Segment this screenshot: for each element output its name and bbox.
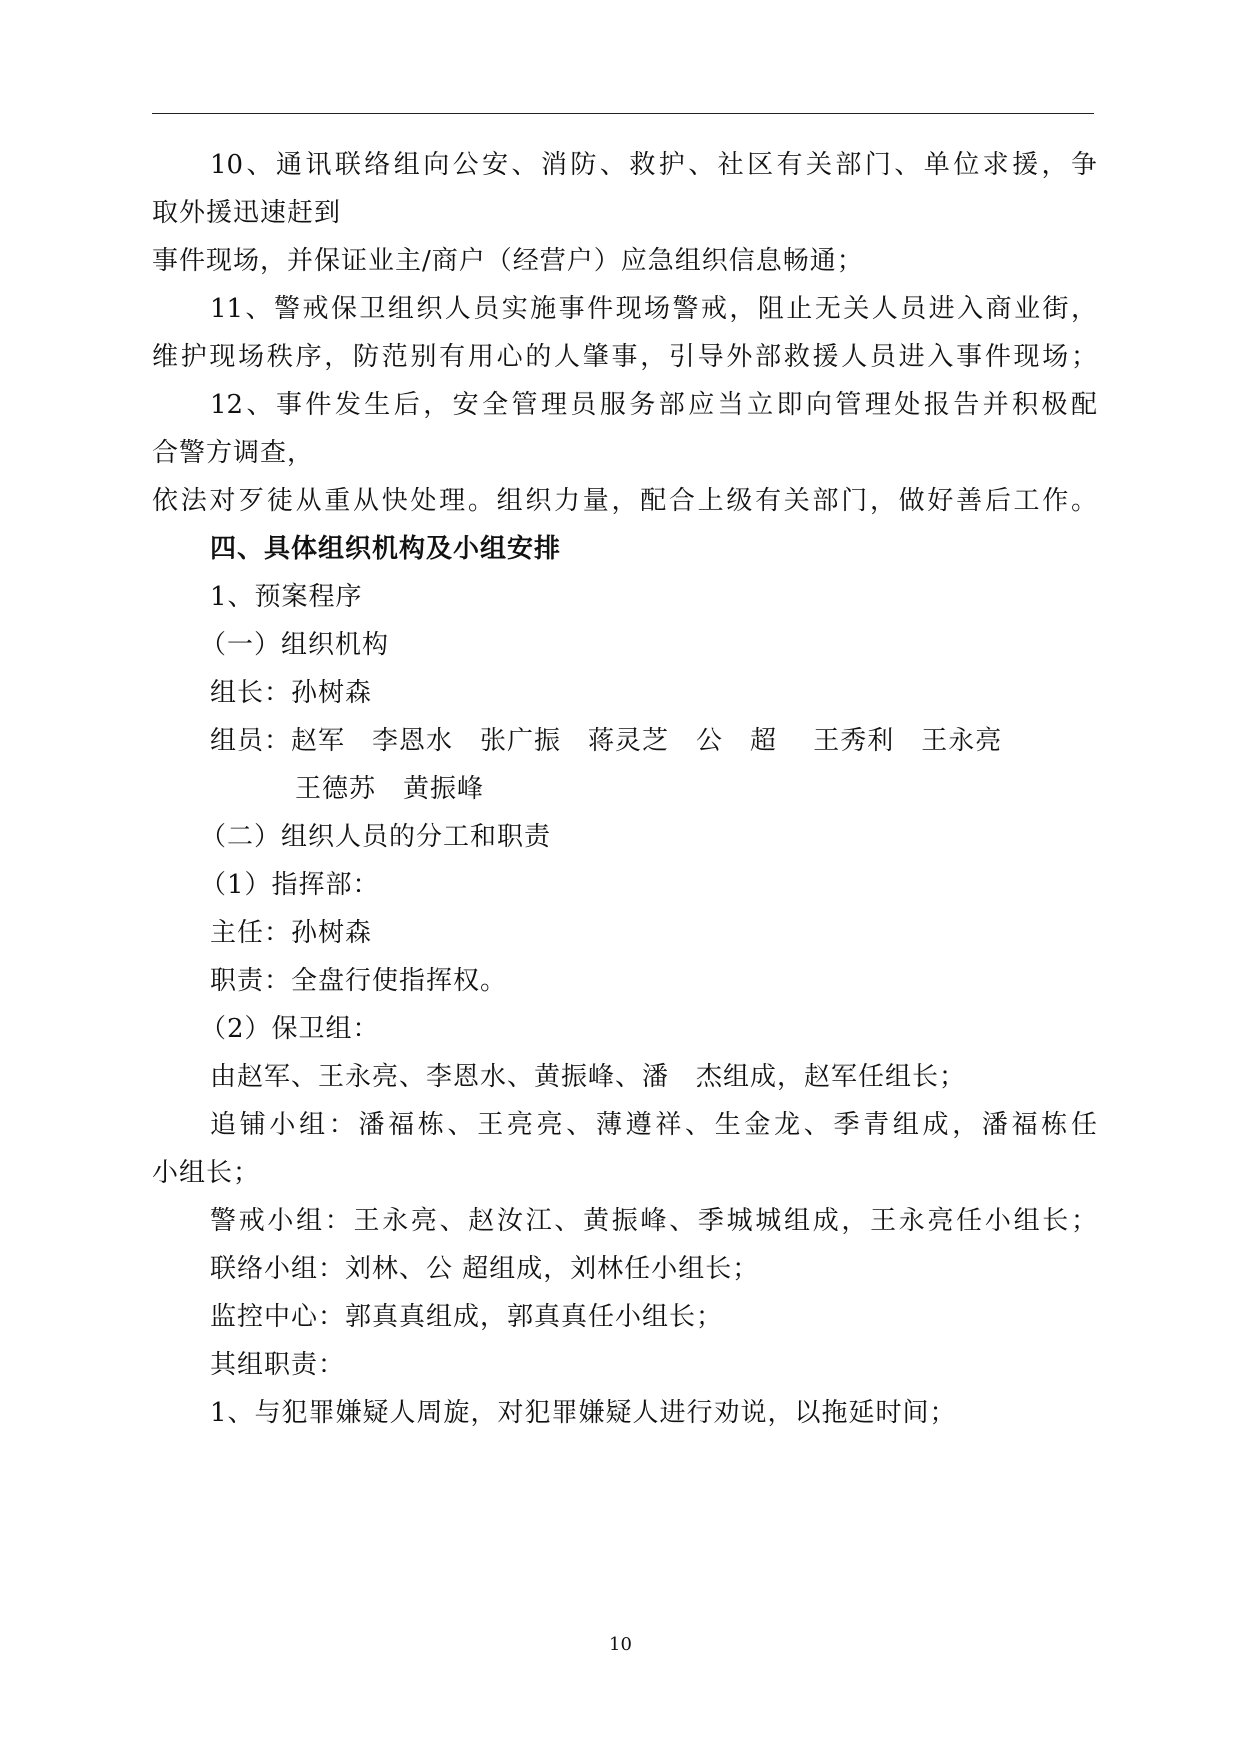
paragraph-line: （1）指挥部： <box>200 870 380 900</box>
paragraph-line: （二）组织人员的分工和职责 <box>200 822 552 852</box>
paragraph-line: 主任：孙树森 <box>210 918 373 948</box>
paragraph-line: 12、事件发生后，安全管理员服务部应当立即向管理处报告并积极配 <box>210 390 1097 420</box>
page-number: 10 <box>609 1634 632 1655</box>
paragraph-line: 10、通讯联络组向公安、消防、救护、社区有关部门、单位求援，争 <box>210 150 1097 180</box>
paragraph-line: 取外援迅速赶到 <box>152 198 342 228</box>
paragraph-line: 小组长； <box>152 1158 261 1188</box>
paragraph-line: 其组职责： <box>210 1350 346 1380</box>
paragraph-line: （一）组织机构 <box>200 630 390 660</box>
paragraph-line: 合警方调查， <box>152 438 315 468</box>
paragraph-line: 追铺小组：潘福栋、王亮亮、薄遵祥、生金龙、季青组成，潘福栋任 <box>210 1110 1097 1140</box>
paragraph-line: 1、与犯罪嫌疑人周旋，对犯罪嫌疑人进行劝说，以拖延时间； <box>210 1398 957 1428</box>
section-heading: 四、具体组织机构及小组安排 <box>210 534 562 564</box>
paragraph-line: 警戒小组：王永亮、赵汝江、黄振峰、季城城组成，王永亮任小组长； <box>210 1206 1097 1236</box>
paragraph-line: 事件现场，并保证业主/商户（经营户）应急组织信息畅通； <box>152 246 864 276</box>
paragraph-line: 组员：赵军 李恩水 张广振 蒋灵芝 公 超 王秀利 王永亮 <box>210 726 1003 756</box>
paragraph-line: 职责：全盘行使指挥权。 <box>210 966 508 996</box>
paragraph-line: 联络小组：刘林、公 超组成，刘林任小组长； <box>210 1254 760 1284</box>
paragraph-line: 监控中心：郭真真组成，郭真真任小组长； <box>210 1302 724 1332</box>
header-rule <box>152 113 1094 114</box>
paragraph-line: 组长：孙树森 <box>210 678 373 708</box>
paragraph-line: 11、警戒保卫组织人员实施事件现场警戒，阻止无关人员进入商业街， <box>210 294 1097 324</box>
paragraph-line: 维护现场秩序，防范别有用心的人肇事，引导外部救援人员进入事件现场； <box>152 342 1097 372</box>
paragraph-line: （2）保卫组： <box>200 1014 380 1044</box>
paragraph-line: 依法对歹徒从重从快处理。组织力量，配合上级有关部门，做好善后工作。 <box>152 486 1097 516</box>
paragraph-line: 1、预案程序 <box>210 582 363 612</box>
paragraph-line: 王德苏 黄振峰 <box>295 774 485 804</box>
paragraph-line: 由赵军、王永亮、李恩水、黄振峰、潘 杰组成，赵军任组长； <box>210 1062 967 1092</box>
